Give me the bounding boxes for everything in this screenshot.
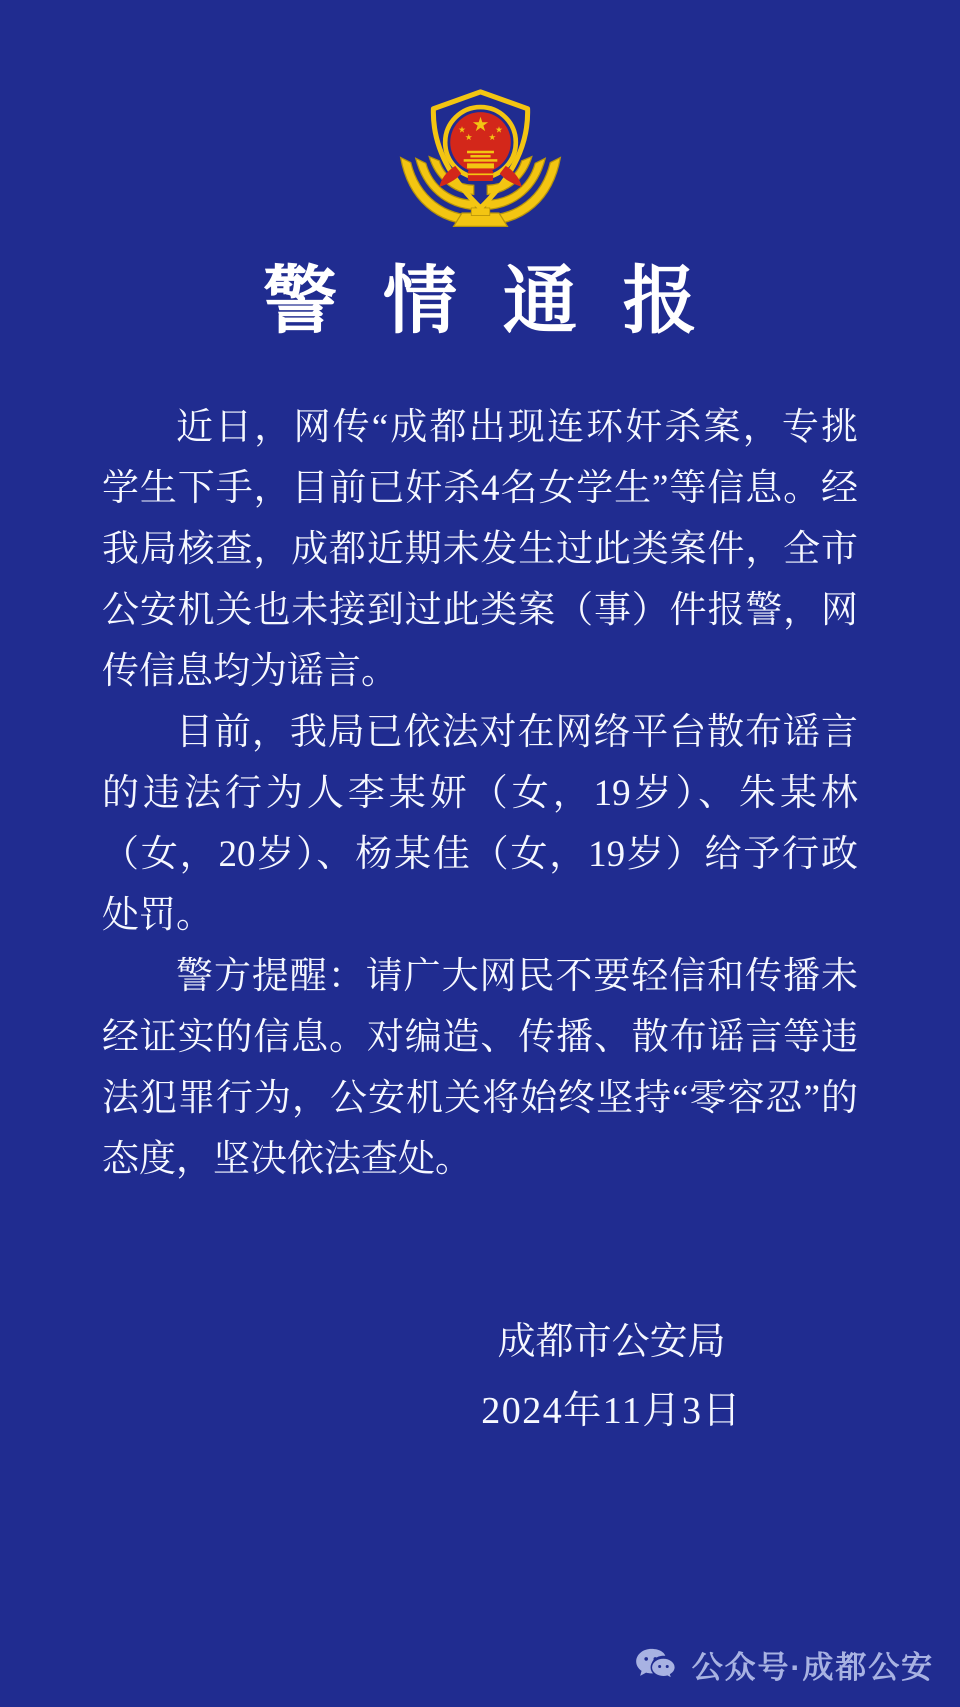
page-title: 警情通报	[263, 261, 743, 343]
issue-date: 2024年11月3日	[481, 1390, 742, 1433]
notice-body	[102, 397, 858, 1190]
notice-paragraph: 警方提醒：请广大网民不要轻信和传播未经证实的信息。对编造、传播、散布谣言等违法犯罪行为，公安机关将始终坚持“零容忍”的态度，坚决依法查处。	[102, 955, 858, 1180]
notice-paragraph: 目前，我局已依法对在网络平台散布谣言的违法行为人李某妍（女，19岁）、朱某林（女，20岁）、杨某佳（女，19岁）给予行政处罚。	[102, 711, 858, 936]
footer-account-label: 公众号·成都公安	[691, 1650, 934, 1685]
wechat-icon	[635, 1647, 679, 1683]
issuer-name: 成都市公安局	[497, 1320, 726, 1363]
police-badge-icon	[388, 80, 573, 240]
signature-block	[481, 1320, 742, 1435]
notice-paragraph: 近日，网传“成都出现连环奸杀案，专挑学生下手，目前已奸杀4名女学生”等信息。经我局核查，成都近期未发生过此类案件，全市公安机关也未接到过此类案（事）件报警，网传信息均为谣言。	[102, 406, 858, 692]
footer-account	[635, 1642, 934, 1687]
